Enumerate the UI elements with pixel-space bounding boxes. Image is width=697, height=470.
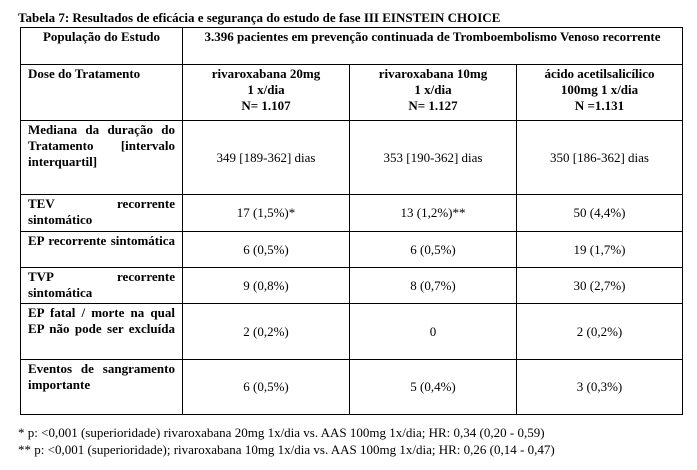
table-cell: 50 (4,4%)	[517, 195, 683, 232]
arm-header	[517, 65, 683, 121]
table-row	[21, 360, 683, 415]
table-cell: 349 [189-362] dias	[183, 121, 350, 195]
results-table	[20, 27, 683, 415]
table-row	[21, 268, 683, 304]
table-row	[21, 232, 683, 268]
arm-header	[350, 65, 517, 121]
table-cell: 9 (0,8%)	[183, 268, 350, 304]
row-label: TEV recorrente sintomático	[21, 195, 183, 232]
arm-n: N= 1.107	[241, 98, 291, 113]
table-cell: 353 [190-362] dias	[350, 121, 517, 195]
arm-n: N =1.131	[574, 98, 625, 113]
dose-row	[21, 65, 683, 121]
arm-n: N= 1.127	[408, 98, 458, 113]
table-cell: 19 (1,7%)	[517, 232, 683, 268]
footnotes	[18, 424, 555, 458]
table-cell: 2 (0,2%)	[517, 304, 683, 360]
footnote: * p: <0,001 (superioridade) rivaroxabana 20mg 1x/dia vs. AAS 100mg 1x/dia; HR: 0,34 (0,20 - 0,59)	[18, 425, 545, 440]
table-cell: 5 (0,4%)	[350, 360, 517, 415]
population-label: População do Estudo	[21, 28, 183, 65]
table-cell: 2 (0,2%)	[183, 304, 350, 360]
row-label: TVP recorrente sintomática	[21, 268, 183, 304]
row-label: Eventos de sangramento importante	[21, 360, 183, 415]
table-cell: 6 (0,5%)	[350, 232, 517, 268]
arm-frequency: 1 x/dia	[414, 82, 452, 97]
arm-name: rivaroxabana 10mg	[378, 66, 488, 81]
arm-frequency: 1 x/dia	[247, 82, 285, 97]
footnote: ** p: <0,001 (superioridade); rivaroxabana 10mg 1x/dia vs. AAS 100mg 1x/dia; HR: 0,26 (0,14 - 0,47)	[18, 442, 555, 457]
table-row	[21, 195, 683, 232]
table-cell: 17 (1,5%)*	[183, 195, 350, 232]
arm-header	[183, 65, 350, 121]
table-row	[21, 304, 683, 360]
table-cell: 350 [186-362] dias	[517, 121, 683, 195]
arm-frequency: 100mg 1 x/dia	[560, 82, 639, 97]
table-cell: 8 (0,7%)	[350, 268, 517, 304]
table-caption: Tabela 7: Resultados de eficácia e segurança do estudo de fase III EINSTEIN CHOICE	[18, 10, 501, 25]
arm-name: ácido acetilsalicílico	[544, 66, 655, 81]
table-cell: 0	[350, 304, 517, 360]
table-cell: 6 (0,5%)	[183, 360, 350, 415]
arm-name: rivaroxabana 20mg	[211, 66, 321, 81]
population-value: 3.396 pacientes em prevenção continuada de Tromboembolismo Venoso recorrente	[183, 28, 683, 65]
row-label: Mediana da duração do Tratamento [intervalo interquartil]	[21, 121, 183, 195]
table-cell: 30 (2,7%)	[517, 268, 683, 304]
table-cell: 13 (1,2%)**	[350, 195, 517, 232]
dose-label: Dose do Tratamento	[21, 65, 183, 121]
row-label: EP fatal / morte na qual EP não pode ser excluída	[21, 304, 183, 360]
table-cell: 3 (0,3%)	[517, 360, 683, 415]
population-row	[21, 28, 683, 65]
row-label: EP recorrente sintomática	[21, 232, 183, 268]
table-cell: 6 (0,5%)	[183, 232, 350, 268]
table-row	[21, 121, 683, 195]
